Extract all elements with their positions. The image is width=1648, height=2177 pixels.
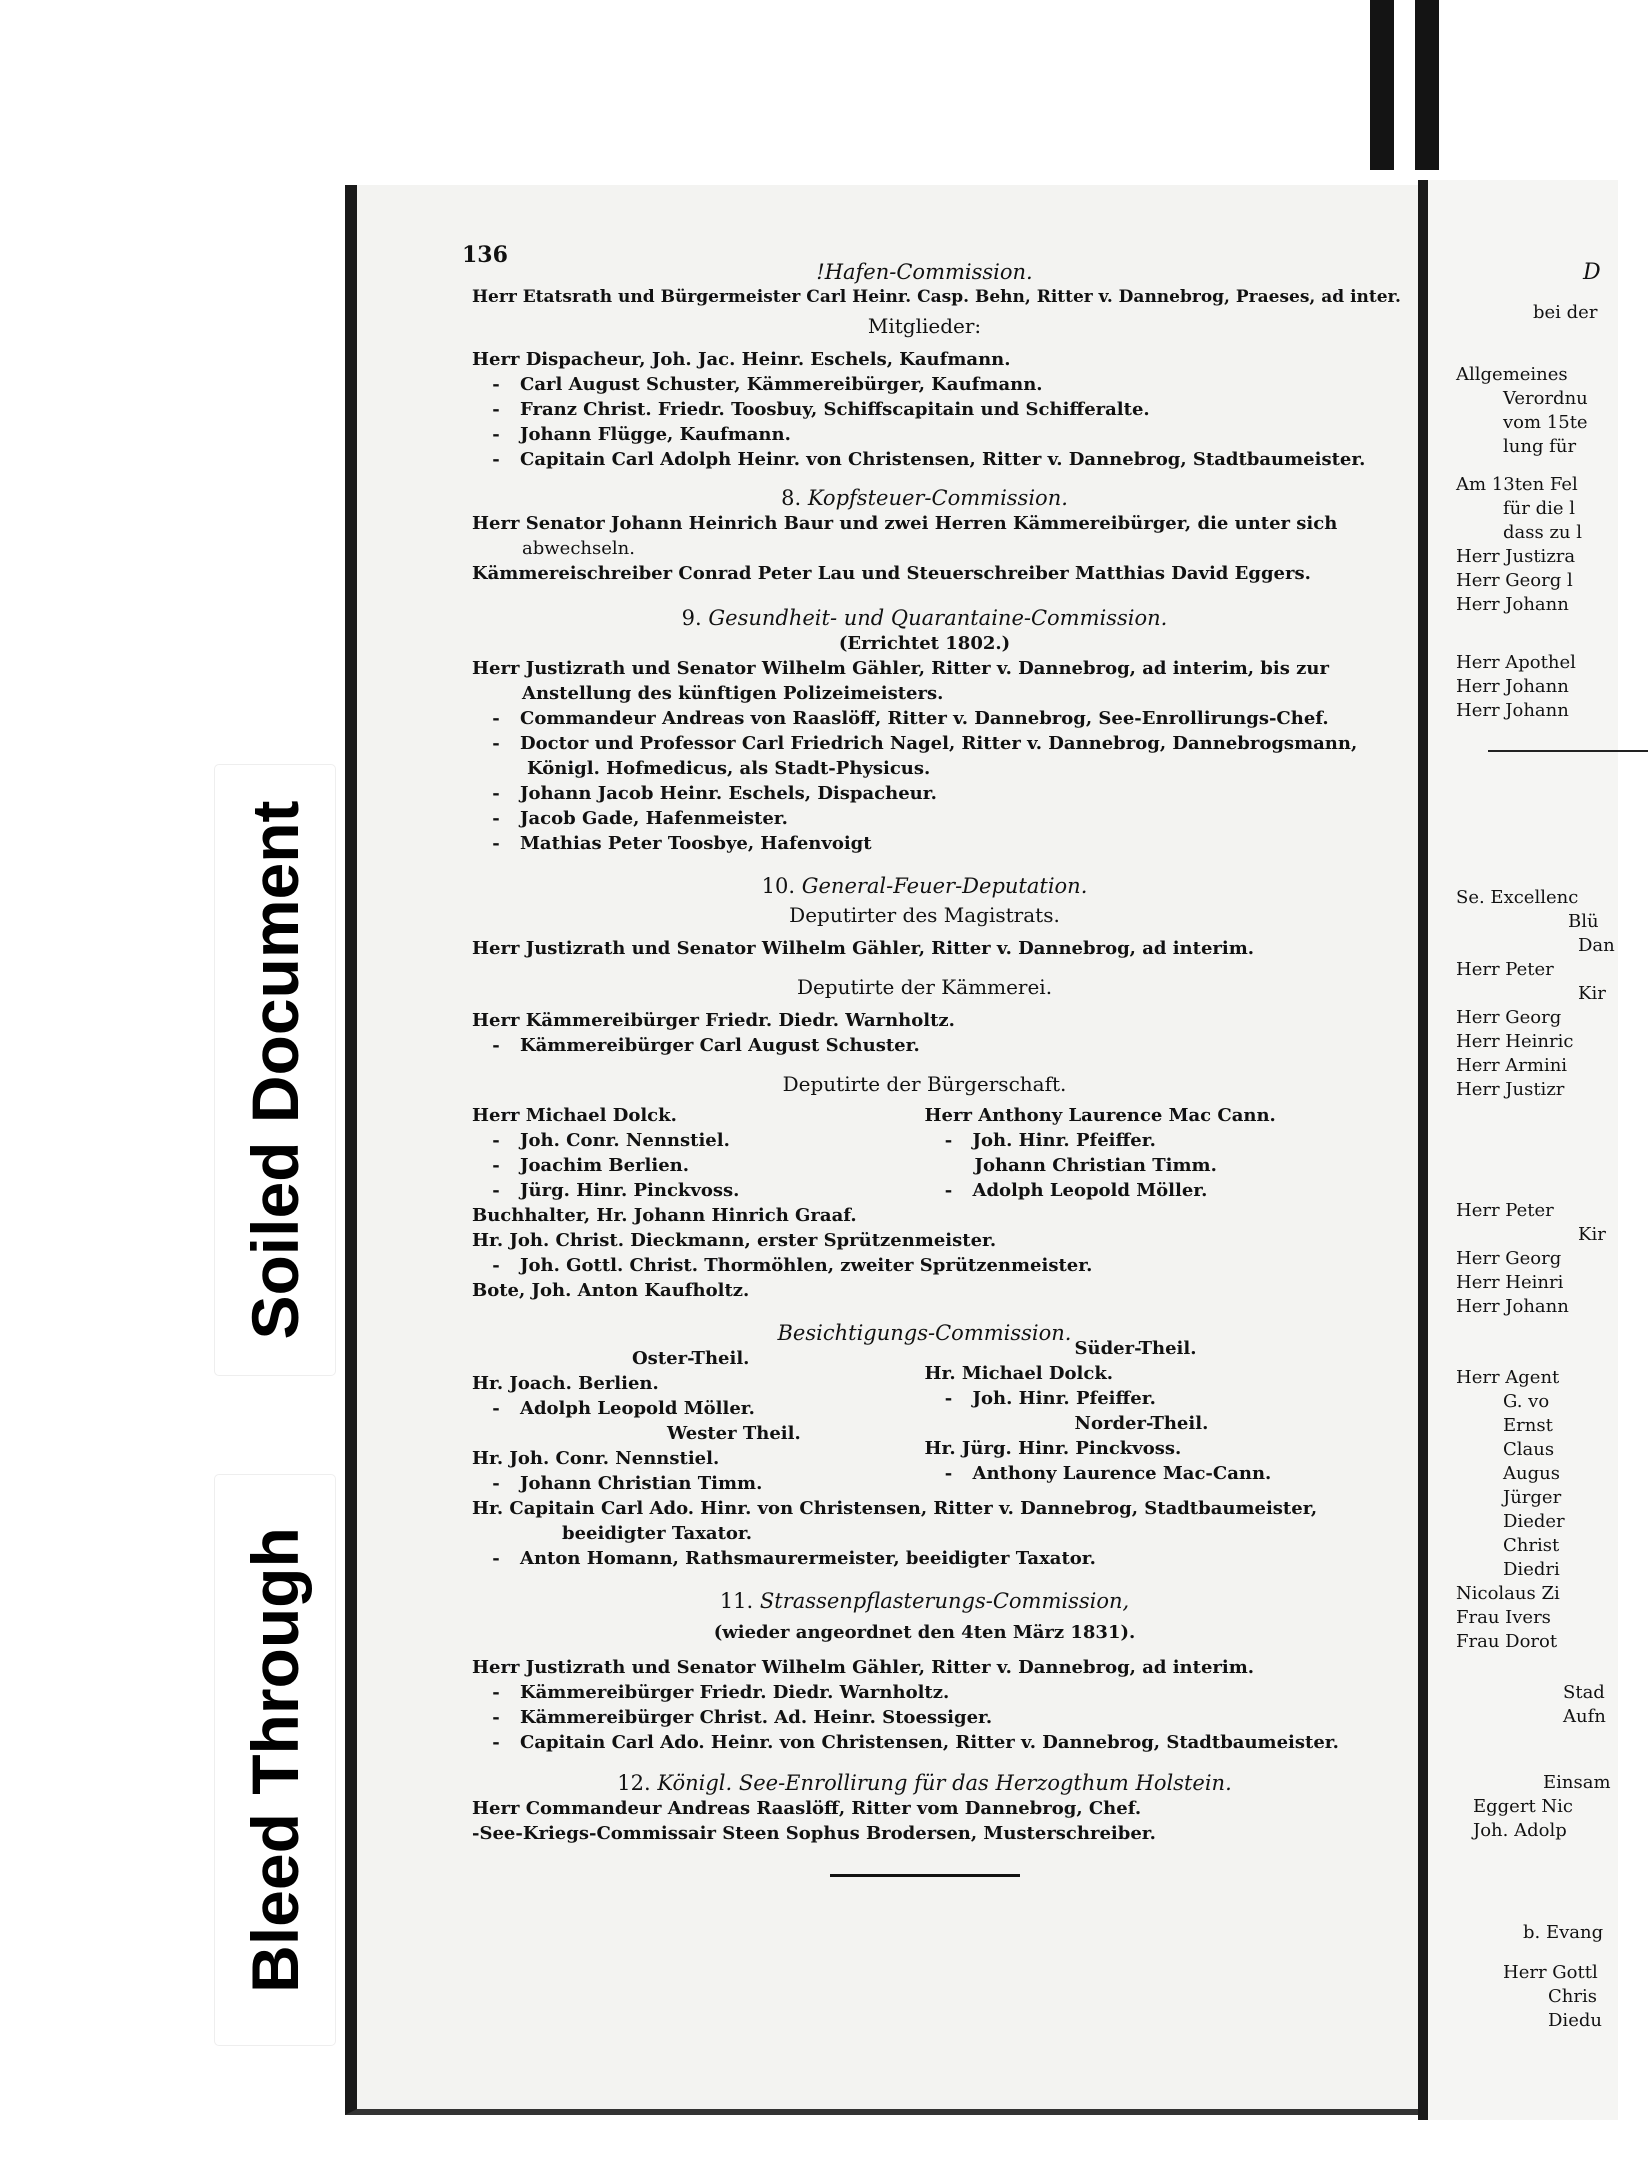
besicht-n1: Hr. Jürg. Hinr. Pinckvoss. [924,1438,1182,1459]
strassen-line-4: Capitain Carl Ado. Heinr. von Christensen, Ritter v. Dannebrog, Stadtbaumeister. [520,1732,1339,1753]
hafen-praeses: Herr Etatsrath und Bürgermeister Carl Heinr. Casp. Behn, Ritter v. Dannebrog, Praeses, ad inter. [472,287,1401,307]
rp-line: Herr Georg [1456,1248,1562,1269]
rp-line: Frau Dorot [1456,1631,1558,1652]
feuer-dep-magistrat: Deputirter des Magistrats. [789,903,1060,927]
kopf-line-2: Kämmereischreiber Conrad Peter Lau und Steuerschreiber Matthias David Eggers. [472,563,1311,584]
feuer-buchhalter: Buchhalter, Hr. Johann Hinrich Graaf. [472,1205,857,1226]
strassen-subheading: (wieder angeordnet den 4ten März 1831). [713,1622,1136,1643]
hafen-line-3: Franz Christ. Friedr. Toosbuy, Schiffscapitain und Schifferalte. [520,399,1150,420]
rp-line: vom 15te [1503,412,1588,433]
hafen-line-1: Herr Dispacheur, Joh. Jac. Heinr. Eschels, Kaufmann. [472,349,1011,370]
rp-line: Herr Gottl [1503,1962,1598,1983]
rp-line: Allgemeines [1456,364,1568,385]
scan-edge-strip-left [1370,0,1394,170]
rp-line: Kir [1578,1224,1606,1245]
section-number-10: 10. [761,874,796,898]
gesund-line-1b: Anstellung des künftigen Polizeimeisters. [522,683,944,704]
rp-line: b. Evang [1523,1922,1604,1943]
hafen-line-4: Johann Flügge, Kaufmann. [520,424,791,445]
gesund-line-3b: Königl. Hofmedicus, als Stadt-Physicus. [527,758,931,779]
rp-line: Frau Ivers [1456,1607,1551,1628]
rp-line: Ernst [1503,1415,1553,1436]
gesund-line-5: Jacob Gade, Hafenmeister. [520,808,788,829]
gesund-line-2: Commandeur Andreas von Raaslöff, Ritter v. Dannebrog, See-Enrollirungs-Chef. [520,708,1329,729]
buergerschaft-columns: Herr Michael Dolck. - Joh. Conr. Nennstiel. - Joachim Berlien. - Jürg. Hinr. Pinckvoss. Herr Anthony Laurence Mac Cann. - Joh. Hinr. Pfeiffer. Johann Christian Timm. - Adolph Leopold Möller. [472,1103,1377,1203]
rp-rule [1488,750,1648,752]
rp-line: Se. Excellenc [1456,887,1579,908]
rp-line: Joh. Adolp [1473,1820,1567,1841]
rp-line: Eggert Nic [1473,1796,1573,1817]
section-number-11: 11. [719,1589,754,1613]
rp-line: Augus [1503,1463,1560,1484]
see-line-1: Herr Commandeur Andreas Raaslöff, Ritter vom Dannebrog, Chef. [472,1798,1142,1819]
rp-line: Herr Johann [1456,700,1569,721]
gesund-line-4: Johann Jacob Heinr. Eschels, Dispacheur. [520,783,937,804]
page-content: 136 !Hafen-Commission. Herr Etatsrath und Bürgermeister Carl Heinr. Casp. Behn, Ritter v. Dannebrog, Praeses, ad inter. Mitglieder: Herr Dispacheur, Joh. Jac. Heinr. Eschels, Kaufmann. - Carl August Schuster, Kämmereibürger, Kaufmann. - Franz Christ. Friedr. Toosbuy, Schiffscapitain und Schifferalte. - Johann Flügge, Kaufmann. - Capitain Carl Adolph Heinr. von Christensen, Ritter v. Dannebrog, Stadtbaumeister. 8. Kopfsteuer-Commission. Herr Senator Johann Heinrich Baur und zwei Herren Kämmereibürger, die unter sich abwechseln. Kämmereischreiber Conrad Peter Lau und Steuerschreiber Matthias David Eggers. 9. Gesundheit- und Quarantaine-Commission. (Errichtet 1802.) Herr Justizrath und Senator Wilhelm Gähler, Ritter v. Dannebrog, ad interim, bis zur Anstellung des künftigen Polizeimeisters. - Commandeur Andreas von Raaslöff, Ritter v. Dannebrog, See-Enrollirungs-Chef. - Doctor und Professor Carl Friedrich Nagel, Ritter v. Dannebrog, Dannebrogsmann, Königl. Hofmedicus, als Stadt-Physicus. - Johann Jacob Heinr. Eschels, Dispacheur. - Jacob Gade, Hafenmeister. - Mathias Peter Toosbye, Hafenvoigt 10. General-Feuer-Deputation. Deputirter des Magistrats. Herr Justizrath und Senator Wilhelm Gähler, Ritter v. Dannebrog, ad interim. Deputirte der Kämmerei. Herr Kämmereibürger Friedr. Diedr. Warnholtz. - Kämmereibürger Carl August Schuster. Deputirte der Bürgerschaft. Herr Michael Dolck. - Joh. Conr. Nennstiel. - Joachim Berlien. - Jürg. Hinr. Pinckvoss. Herr Anthony Laurence Mac Cann. - Joh. Hinr. Pfeiffer. Johann Christian Timm. - Adolph Leopold Möller. Buchhalter, Hr. Johann Hinrich Graaf. Hr. Joh. Christ. Dieckmann, erster Sprützenmeister. - Joh. Gottl. Christ. Thormöhlen, zweiter Sprützenmeister. Bote, Joh. Anton Kaufholtz. Besichtigungs-Commission. Oster-Theil. Hr. Joach. Berlien. - Adolph Leopold Möller. Wester Theil. Hr. Joh. Conr. Nennstiel. - Johann Christian Timm. Süder-Theil. Hr. Michael Dolck. - Joh. Hinr. Pfeiffer. Norder-Theil. Hr. Jürg. Hinr. Pinckvoss. - Anthony Laurence Mac-Cann. Hr. Capitain Carl Ado. Hinr. von Christensen, Ritter v. Dannebrog, Stadtbaumeister, beeidigter Taxator. - Anton Homann, Rathsmaurermeister, beeidigter Taxator. 11. Strassenpflasterungs-Commission, (wieder angeordnet den 4ten März 1831). Herr Justizrath und Senator Wilhelm Gähler, Ritter v. Dannebrog, ad interim. - Kämmereibürger Friedr. Diedr. Warnholtz. - Kämmereibürger Christ. Ad. Heinr. Stoessiger. - Capitain Carl Ado. Heinr. von Christensen, Ritter v. Dannebrog, Stadtbaumeister. 12. Königl. See-Enrollirung für das Herzogthum Holstein. Herr Commandeur Andreas Raaslöff, Ritter vom Dannebrog, Chef. -See-Kriegs-Commissair Steen Sophus Brodersen, Musterschreiber. [472,243,1377,1877]
see-line-2: -See-Kriegs-Commissair Steen Sophus Brodersen, Musterschreiber. [472,1823,1156,1844]
gesund-subheading: (Errichtet 1802.) [838,633,1011,654]
rp-line: Nicolaus Zi [1456,1583,1560,1604]
rp-line: lung für [1503,436,1577,457]
bue-right-2: Joh. Hinr. Pfeiffer. [972,1130,1156,1151]
rp-line: Am 13ten Fel [1456,474,1578,495]
besicht-columns-1: Oster-Theil. Hr. Joach. Berlien. - Adolph Leopold Möller. Wester Theil. Hr. Joh. Conr. Nennstiel. - Johann Christian Timm. Süder-Theil. Hr. Michael Dolck. - Joh. Hinr. Pfeiffer. Norder-Theil. Hr. Jürg. Hinr. Pinckvoss. - Anthony Laurence Mac-Cann. [472,1346,1377,1496]
feuer-spruetzen-1: Hr. Joh. Christ. Dieckmann, erster Sprützenmeister. [472,1230,997,1251]
besicht-sueder: Süder-Theil. [1074,1338,1197,1359]
besicht-w1: Hr. Joh. Conr. Nennstiel. [472,1448,720,1469]
bleed-through-text: Bleed Through [238,1527,312,1993]
section-title-besichtigung: Besichtigungs-Commission. [777,1321,1072,1345]
bue-left-2: Joh. Conr. Nennstiel. [520,1130,730,1151]
besicht-o1: Hr. Joach. Berlien. [472,1373,659,1394]
rp-line: Einsam [1543,1772,1611,1793]
rp-line: Herr Georg [1456,1007,1562,1028]
section-title-gesundheit: Gesundheit- und Quarantaine-Commission. [708,606,1168,630]
soiled-document-label [215,765,335,1375]
section-number-8: 8. [781,486,802,510]
besicht-line-1b: beeidigter Taxator. [562,1523,753,1544]
feuer-dep-buergerschaft: Deputirte der Bürgerschaft. [782,1072,1067,1096]
rp-line: D [1583,260,1601,285]
rp-line: Herr Justizr [1456,1079,1565,1100]
feuer-kam-line-1: Herr Kämmereibürger Friedr. Diedr. Warnholtz. [472,1010,955,1031]
feuer-spruetzen-2: Joh. Gottl. Christ. Thormöhlen, zweiter Sprützenmeister. [520,1255,1093,1276]
rp-line: Dieder [1503,1511,1565,1532]
rp-line: Chris [1548,1986,1597,2007]
hafen-line-2: Carl August Schuster, Kämmereibürger, Kaufmann. [520,374,1043,395]
feuer-kam-line-2: Kämmereibürger Carl August Schuster. [520,1035,920,1056]
rp-line: Herr Agent [1456,1367,1560,1388]
section-number-12: 12. [617,1771,651,1795]
besicht-w2: Johann Christian Timm. [520,1473,763,1494]
section-title-strassen: Strassenpflasterungs-Commission, [759,1589,1130,1613]
rp-line: Stad [1563,1682,1605,1703]
rp-line: bei der [1533,302,1598,323]
kopf-line-1b: abwechseln. [522,538,635,559]
rp-line: Diedu [1548,2010,1602,2031]
rp-line: Aufn [1563,1706,1606,1727]
rp-line: Dan [1578,935,1615,956]
strassen-line-1: Herr Justizrath und Senator Wilhelm Gähler, Ritter v. Dannebrog, ad interim. [472,1657,1255,1678]
section-number-9: 9. [681,606,702,630]
bue-right-4: Adolph Leopold Möller. [972,1180,1208,1201]
bue-left-4: Jürg. Hinr. Pinckvoss. [520,1180,740,1201]
rp-line: für die l [1503,498,1575,519]
rp-line: Jürger [1503,1487,1562,1508]
rp-line: dass zu l [1503,522,1583,543]
scan-edge-strip-right [1415,0,1439,170]
gesund-line-1: Herr Justizrath und Senator Wilhelm Gähler, Ritter v. Dannebrog, ad interim, bis zur [472,658,1329,679]
feuer-dep-kaemmerei: Deputirte der Kämmerei. [796,975,1053,999]
rp-line: Blü [1568,911,1599,932]
rp-line: Herr Peter [1456,959,1554,980]
bue-right-1: Herr Anthony Laurence Mac Cann. [924,1105,1276,1126]
page-number: 136 [462,242,508,268]
rp-line: Diedri [1503,1559,1560,1580]
rp-line: Herr Apothel [1456,652,1576,673]
gesund-line-3: Doctor und Professor Carl Friedrich Nagel, Ritter v. Dannebrog, Dannebrogsmann, [520,733,1358,754]
section-title-see: Königl. See-Enrollirung für das Herzogthum Holstein. [657,1771,1232,1795]
strassen-line-2: Kämmereibürger Friedr. Diedr. Warnholtz. [520,1682,950,1703]
gesund-line-6: Mathias Peter Toosbye, Hafenvoigt [520,833,872,854]
feuer-mag-line-1: Herr Justizrath und Senator Wilhelm Gähler, Ritter v. Dannebrog, ad interim. [472,938,1255,959]
rp-line: Herr Justizra [1456,546,1576,567]
rp-line: Herr Johann [1456,676,1569,697]
document-page-right [1418,180,1618,2120]
feuer-bote: Bote, Joh. Anton Kaufholtz. [472,1280,750,1301]
section-title-feuer: General-Feuer-Deputation. [801,874,1088,898]
besicht-n2: Anthony Laurence Mac-Cann. [972,1463,1272,1484]
rp-line: Herr Georg l [1456,570,1573,591]
rp-line: Kir [1578,983,1606,1004]
rp-line: Herr Heinric [1456,1031,1574,1052]
besicht-norder: Norder-Theil. [1074,1413,1209,1434]
besicht-line-2: Anton Homann, Rathsmaurermeister, beeidigter Taxator. [520,1548,1096,1569]
besicht-o2: Adolph Leopold Möller. [520,1398,755,1419]
rp-line: Herr Heinri [1456,1272,1564,1293]
hafen-subheading: Mitglieder: [867,314,982,338]
rp-line: G. vo [1503,1391,1550,1412]
rp-line: Christ [1503,1535,1560,1556]
besicht-oster: Oster-Theil. [632,1348,750,1369]
rp-line: Herr Armini [1456,1055,1568,1076]
section-title-kopfsteuer: Kopfsteuer-Commission. [807,486,1068,510]
soiled-document-text: Soiled Document [238,800,312,1340]
strassen-line-3: Kämmereibürger Christ. Ad. Heinr. Stoessiger. [520,1707,993,1728]
besicht-wester: Wester Theil. [667,1423,801,1444]
bleed-through-label [215,1475,335,2045]
end-rule [830,1874,1020,1877]
hafen-line-5: Capitain Carl Adolph Heinr. von Christensen, Ritter v. Dannebrog, Stadtbaumeister. [520,449,1366,470]
document-page-left [345,185,1425,2115]
bue-right-3: Johann Christian Timm. [974,1155,1217,1176]
rp-line: Herr Peter [1456,1200,1554,1221]
bue-left-3: Joachim Berlien. [520,1155,690,1176]
besicht-s2: Joh. Hinr. Pfeiffer. [972,1388,1156,1409]
section-title-hafen: !Hafen-Commission. [816,260,1033,284]
bue-left-1: Herr Michael Dolck. [472,1105,677,1126]
besicht-s1: Hr. Michael Dolck. [924,1363,1114,1384]
rp-line: Claus [1503,1439,1555,1460]
rp-line: Herr Johann [1456,1296,1569,1317]
besicht-line-1: Hr. Capitain Carl Ado. Hinr. von Christensen, Ritter v. Dannebrog, Stadtbaumeister, [472,1498,1318,1519]
kopf-line-1: Herr Senator Johann Heinrich Baur und zwei Herren Kämmereibürger, die unter sich [472,513,1338,534]
rp-line: Herr Johann [1456,594,1569,615]
rp-line: Verordnu [1503,388,1588,409]
